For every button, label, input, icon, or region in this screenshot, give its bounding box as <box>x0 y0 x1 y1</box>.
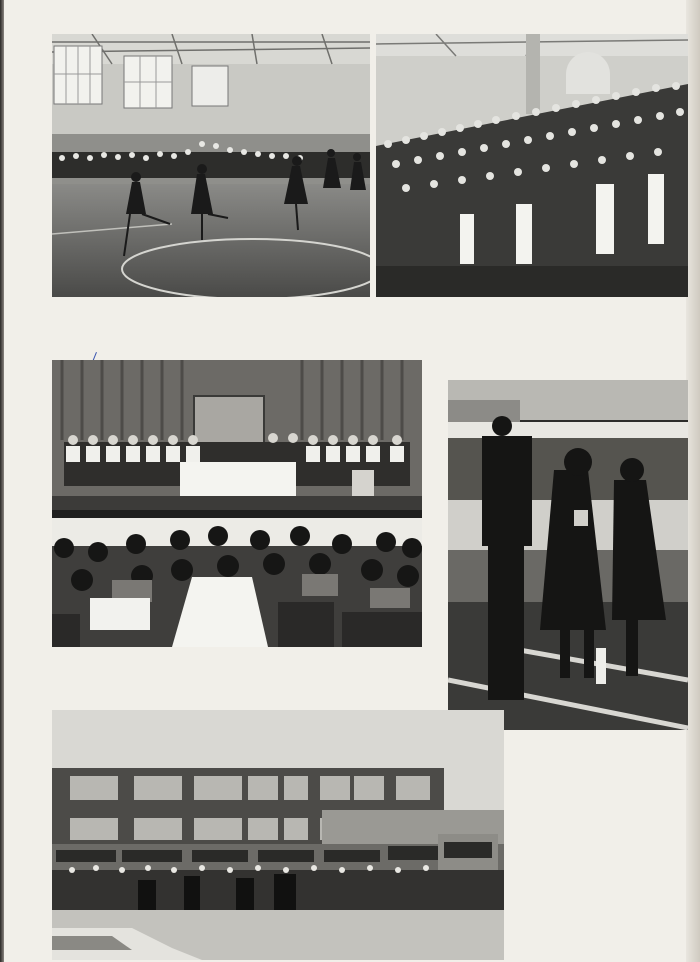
photo-school-buses <box>52 710 504 960</box>
photo-bleachers <box>376 34 688 297</box>
photo-cheerleaders <box>52 34 370 297</box>
photo-audience <box>52 518 422 647</box>
photo-assembly-stage <box>52 360 422 518</box>
page-binding-edge <box>0 0 4 962</box>
page-side-edge <box>686 0 700 962</box>
photo-students-walking <box>448 380 688 730</box>
